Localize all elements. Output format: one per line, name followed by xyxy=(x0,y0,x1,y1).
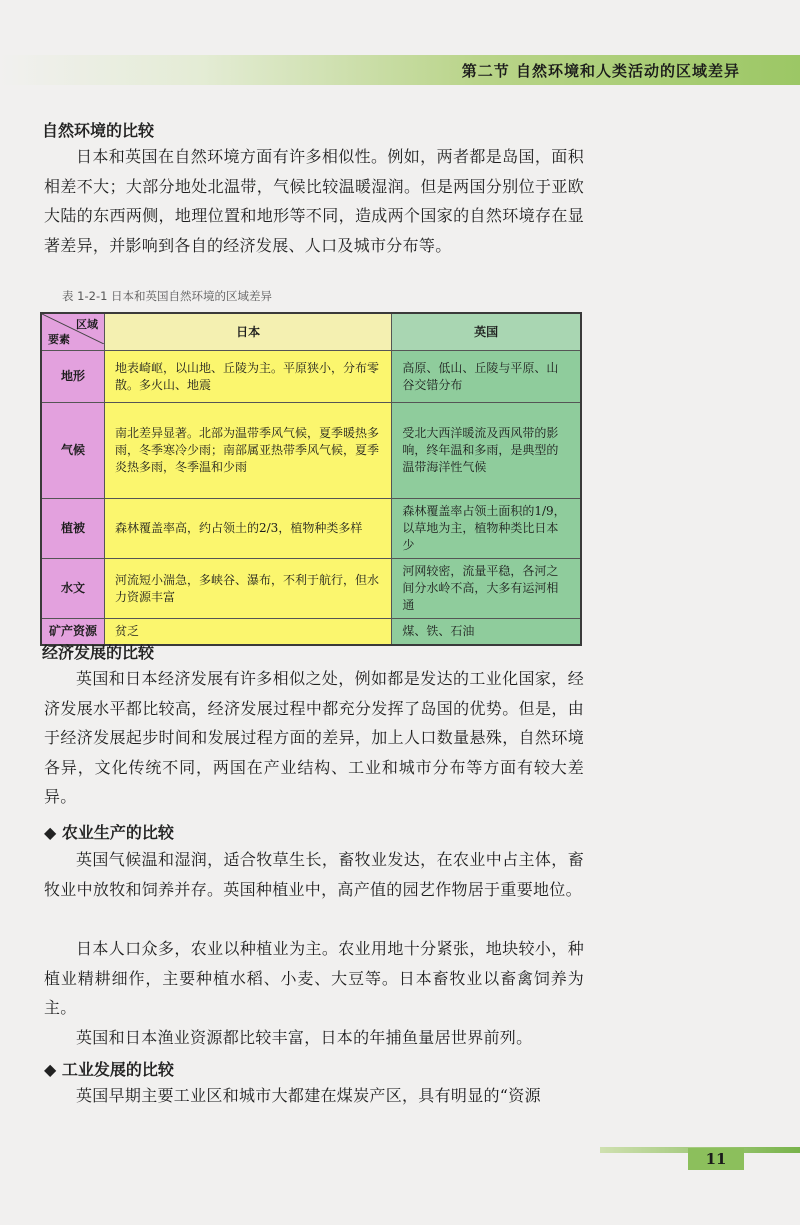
paragraph-fishery: 英国和日本渔业资源都比较丰富，日本的年捕鱼量居世界前列。 xyxy=(76,1028,533,1047)
page-number: 11 xyxy=(688,1148,744,1170)
row-label-hydrology: 水文 xyxy=(41,559,105,619)
table-row xyxy=(41,499,581,559)
row-label-terrain: 地形 xyxy=(41,351,105,403)
cell-japan-vegetation: 森林覆盖率高，约占领土的2/3，植物种类多样 xyxy=(105,499,392,559)
cell-japan-climate: 南北差异显著。北部为温带季风气候，夏季暖热多雨，冬季寒冷少雨；南部属亚热带季风气候，夏季炎热多雨，冬季温和少雨 xyxy=(105,403,392,499)
table-corner-cell xyxy=(41,313,105,351)
cell-japan-hydrology: 河流短小湍急，多峡谷、瀑布，不利于航行，但水力资源丰富 xyxy=(105,559,392,619)
cell-japan-minerals: 贫乏 xyxy=(105,619,392,646)
corner-label-element: 要素 xyxy=(48,333,70,346)
cell-uk-hydrology: 河网较密，流量平稳，各河之间分水岭不高，大多有运河相通 xyxy=(392,559,581,619)
cell-uk-minerals: 煤、铁、石油 xyxy=(392,619,581,646)
subsection-title-industry: ◆ 工业发展的比较 xyxy=(44,1060,174,1079)
section-title-nature: 自然环境的比较 xyxy=(42,121,155,140)
corner-label-region: 区域 xyxy=(76,318,98,331)
chapter-header-title: 第二节 自然环境和人类活动的区域差异 xyxy=(461,62,740,80)
cell-japan-terrain: 地表崎岖，以山地、丘陵为主。平原狭小，分布零散。多火山、地震 xyxy=(105,351,392,403)
subsection-title-agriculture: ◆ 农业生产的比较 xyxy=(44,823,174,842)
row-label-vegetation: 植被 xyxy=(41,499,105,559)
table-row xyxy=(41,403,581,499)
table-row xyxy=(41,351,581,403)
table-row xyxy=(41,559,581,619)
cell-uk-vegetation: 森林覆盖率占领土面积的1/9，以草地为主，植物种类比日本少 xyxy=(392,499,581,559)
cell-uk-terrain: 高原、低山、丘陵与平原、山谷交错分布 xyxy=(392,351,581,403)
table-caption: 表 1-2-1 日本和英国自然环境的区域差异 xyxy=(62,289,273,303)
row-label-minerals: 矿产资源 xyxy=(41,619,105,646)
row-label-climate: 气候 xyxy=(41,403,105,499)
table-header-row xyxy=(41,313,581,351)
paragraph-industry: 英国早期主要工业区和城市大都建在煤炭产区，具有明显的“资源 xyxy=(76,1086,541,1105)
paragraph-economy-intro: 英国和日本经济发展有许多相似之处，例如都是发达的工业化国家，经济发展水平都比较高，经济发展过程中都充分发挥了岛国的优势。但是，由于经济发展起步时间和发展过程方面的差异，加上人口数量悬殊，自然环境各异，文化传统不同，两国在产业结构、工业和城市分布等方面有较大差异。 xyxy=(44,669,584,806)
column-header-uk: 英国 xyxy=(392,313,581,351)
paragraph-agriculture-japan: 日本人口众多，农业以种植业为主。农业用地十分紧张，地块较小，种植业精耕细作，主要种植水稻、小麦、大豆等。日本畜牧业以畜禽饲养为主。 xyxy=(44,939,584,1017)
paragraph-agriculture-uk: 英国气候温和湿润，适合牧草生长，畜牧业发达，在农业中占主体，畜牧业中放牧和饲养并存。英国种植业中，高产值的园艺作物居于重要地位。 xyxy=(44,850,584,899)
comparison-table xyxy=(40,312,582,646)
section-title-economy: 经济发展的比较 xyxy=(42,643,155,662)
cell-uk-climate: 受北大西洋暖流及西风带的影响，终年温和多雨，是典型的温带海洋性气候 xyxy=(392,403,581,499)
column-header-japan: 日本 xyxy=(105,313,392,351)
paragraph-nature-intro: 日本和英国在自然环境方面有许多相似性。例如，两者都是岛国，面积相差不大；大部分地处北温带，气候比较温暖湿润。但是两国分别位于亚欧大陆的东西两侧，地理位置和地形等不同，造成两个国家的自然环境存在显著差异，并影响到各自的经济发展、人口及城市分布等。 xyxy=(44,147,584,255)
